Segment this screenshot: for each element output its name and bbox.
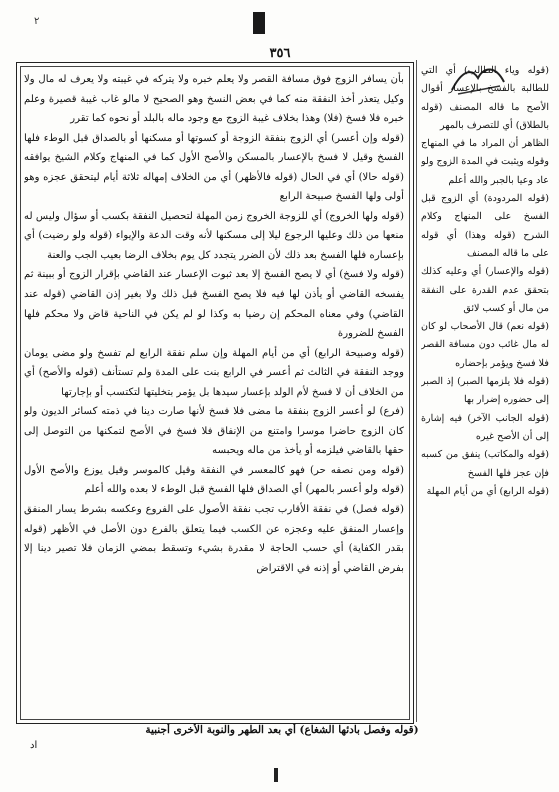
main-paragraph: (قوله وصبيحة الرابع) أي من أيام المهلة وإن سلم نفقة الرابع لم تفسخ ولو مضى يومان ووجد النفقة في الثالث ثم أعسر في الرابع بنت على المدة ولم تستأنف (قوله والأصح) أي من الخلاف أن لا فسخ لأم الولد بإعسار سيدها بل يؤمر بتخليتها لتكتسب أو بإجارتها <box>24 347 404 398</box>
page-number: ٣٥٦ <box>269 46 291 61</box>
scan-marker <box>253 12 265 34</box>
main-paragraph: (قوله ولها الخروج) أي للزوجة الخروج زمن المهلة لتحصيل النفقة بكسب أو سؤال وليس له منعها من ذلك وعليها الرجوع ليلا إلى مسكنها لأنه وقت الدعة والإيواء (قوله ولو رضيت) أي بإعساره فلها الفسخ بعد ذلك لأن الضرر يتجدد كل يوم بخلاف الرضا بعيب الجب والعنة <box>24 210 404 261</box>
margin-gloss-text <box>421 62 549 722</box>
margin-paragraph: (قوله المردودة) أي الزوج قبل الفسخ على المنهاج وكلام الشرح (قوله وهذا) أي قوله على ما قاله المصنف <box>421 193 549 259</box>
margin-paragraph: (قوله فلا يلزمها الصبر) إذ الصبر إلى حضوره إضرار بها <box>421 376 549 406</box>
margin-paragraph: (قوله نعم) قال الأصحاب لو كان له مال غائب دون مسافة القصر فلا فسخ ويؤمر بإحضاره <box>421 321 549 369</box>
main-paragraph: (فرع) لو أعسر الزوج بنفقة ما مضى فلا فسخ لأنها صارت دينا في ذمته كسائر الديون ولو كان الزوج حاضرا موسرا وامتنع من الإنفاق فلا فسخ في الأصح لتمكنها من التوصل إلى حقها بالقاضي فيلزمه أو يأخذ من ماله ويحبسه <box>24 406 404 457</box>
main-paragraph: (قوله ومن نصفه حر) فهو كالمعسر في النفقة وقيل كالموسر وقيل يوزع والأصح الأول (قوله ولو أعسر بالمهر) أي الصداق فلها الفسخ قبل الوطء لا بعده والله أعلم <box>24 464 404 496</box>
margin-paragraph: (قوله والإعسار) أي وعليه كذلك بتحقق عدم القدرة على النفقة من مال أو كسب لائق <box>421 266 549 314</box>
bottom-tick-mark <box>274 768 278 782</box>
margin-paragraph: (قوله والمكاتب) ينفق من كسبه فإن عجز فلها الفسخ <box>421 449 549 479</box>
main-paragraph: بأن يسافر الزوج فوق مسافة القصر ولا يعلم خبره ولا يتركه في غيبته ولا يعرف له مال ولا وكيل يتعذر أخذ النفقة منه كما في بعض النسخ وهو الصحيح لا مالو غاب غيبة قصيرة وعلم خبره فلا فسخ (فلا) وهذا بخلاف غيبة الزوج مع وجود ماله بالبلد أو نحوه كما تقرر <box>24 74 404 125</box>
footer-line: (قوله وفصل بادئها الشغاع) أي بعد الطهر والنوبة الأخرى أجنبية <box>145 724 419 736</box>
footer-mark: اد <box>30 740 38 751</box>
margin-paragraph: (قوله وياء الطالب) أي التي للطالبة بالفسخ بالإعسار أقوال الأصح ما قاله المصنف (قوله بالطلاق) أي للتصرف بالمهر <box>421 65 549 131</box>
main-paragraph: (قوله ولا فسخ) أي لا يصح الفسخ إلا بعد ثبوت الإعسار عند القاضي بإقرار الزوج أو ببينة ثم يفسخه القاضي أو يأذن لها فيه فلا يصح الفسخ قبل ذلك ولا بغير إذن القاضي (قوله عند القاضي) وفي معناه المحكم إن رضيا به وكذا لو لم يكن في الناحية قاض ولا محكم فلها الفسخ للضرورة <box>24 269 404 340</box>
margin-paragraph: (قوله الجانب الآخر) فيه إشارة إلى أن الأصح غيره <box>421 412 549 442</box>
main-commentary-text <box>24 70 404 718</box>
margin-paragraph: (قوله الرابع) أي من أيام المهلة <box>426 485 549 497</box>
margin-paragraph: الظاهر أن المراد ما في المنهاج وقوله ويثبت في المدة الزوج ولو عاد وعيا بالجبر والله أعلم <box>421 138 549 186</box>
main-paragraph: (قوله وإن أعسر) أي الزوج بنفقة الزوجة أو كسوتها أو مسكنها أو بالصداق قبل الوطء فلها الفسخ وقيل لا فسخ بالإعسار بالمسكن والأصح الأول كما في المنهاج وكلام الشيخ يوافقه (قوله حالا) أي في الحال (قوله فالأظهر) أي من الخلاف إمهاله ثلاثة أيام ليتحقق عجزه وهو أولى ولها الفسخ صبيحة الرابع <box>24 132 404 203</box>
main-paragraph: (قوله فصل) في نفقة الأقارب تجب نفقة الأصول على الفروع وعكسه بشرط يسار المنفق وإعسار المنفق عليه وعجزه عن الكسب فيما يتعلق بالفرع دون الأصل في الأظهر (قوله بقدر الكفاية) أي حسب الحاجة لا مقدرة بشيء وتسقط بمضي الزمان فلا تصير دينا إلا بفرض القاضي أو إذنه في الاقتراض <box>24 504 404 574</box>
corner-mark: ٢ <box>34 16 40 27</box>
